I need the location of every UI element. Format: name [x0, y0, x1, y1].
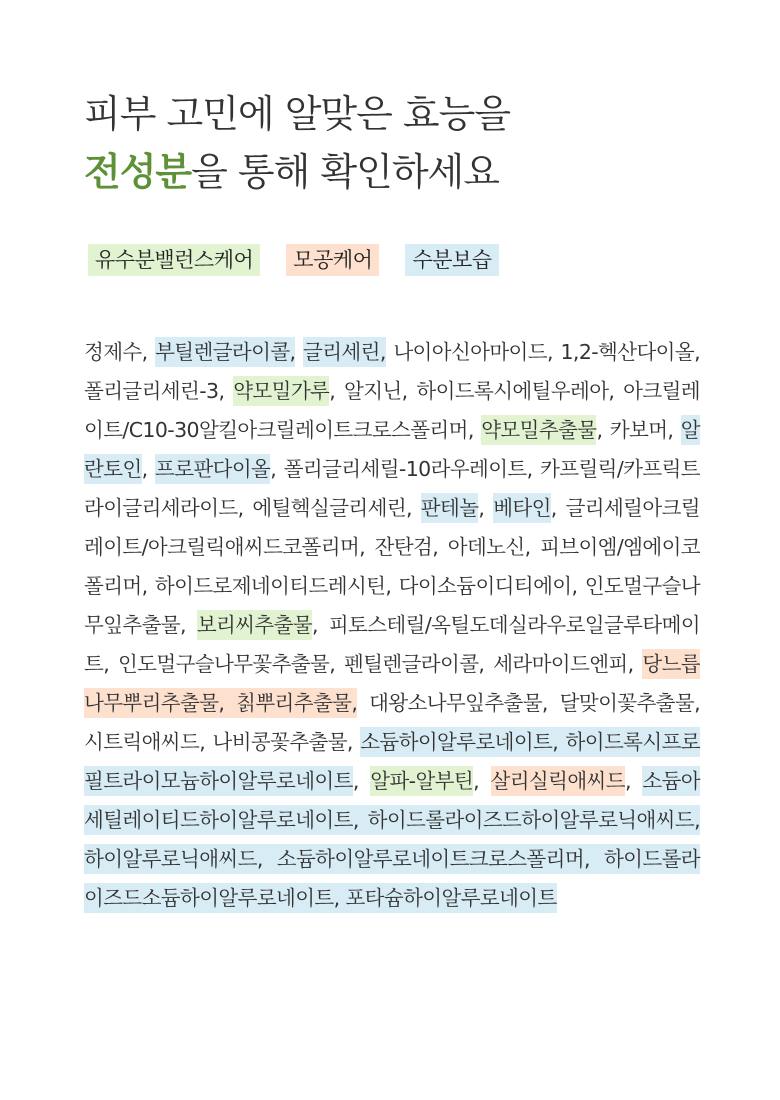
ingredient-text: , 글리세릴아크릴레이트/아크릴릭애씨드코폴리머, 잔탄검, 아데노신, 피브이엠/엠에이코폴리머, 하이드로제네이티드레시틴, 다이소듐이디티에이, 인도멀구슬나무잎추출물, [84, 495, 700, 637]
ingredient-text: , [473, 768, 491, 793]
ingredient-highlight-blue: 부틸렌글라이콜, [155, 337, 295, 367]
legend-chip-hydration-balance: 유수분밸런스케어 [88, 244, 260, 276]
ingredient-highlight-green: 약모밀가루 [233, 376, 329, 406]
ingredient-highlight-blue: 소듐하이알루로네이트, 하이드록시프로필트라이모늄하이알루로네이트 [84, 727, 700, 796]
headline-line-2-rest: 을 통해 확인하세요 [191, 150, 499, 194]
ingredient-text: , [352, 768, 371, 793]
ingredient-highlight-blue: 알란토인 [84, 415, 700, 484]
ingredient-text: , 알지닌, 하이드록시에틸우레아, 아크릴레이트/C10-30알킬아크릴레이트크로스폴리머, [84, 378, 700, 442]
ingredient-text: 나이아신아마이드, 1,2-헥산다이올, 폴리글리세린-3, [84, 339, 700, 403]
ingredient-text: 정제수, [84, 339, 156, 364]
headline [84, 88, 510, 198]
headline-accent: 전성분 [84, 150, 192, 194]
ingredient-list [84, 333, 700, 918]
ingredient-highlight-blue: 베타인 [493, 493, 551, 523]
ingredient-highlight-blue: 판테놀 [421, 493, 479, 523]
ingredient-text: , 카보머, [596, 417, 681, 442]
ingredient-text: , 피토스테릴/옥틸도데실라우로일글루타메이트, 인도멀구슬나무꽃추출물, 펜틸렌글라이콜, 세라마이드엔피, [84, 612, 700, 676]
ingredient-text: , [141, 456, 156, 481]
ingredient-highlight-orange: 살리실릭애씨드 [491, 766, 625, 796]
ingredient-highlight-green: 약모밀추출물 [481, 415, 596, 445]
headline-line-2 [84, 146, 510, 198]
ingredient-text [295, 340, 303, 364]
category-legend [88, 244, 499, 276]
legend-chip-pore-care: 모공케어 [286, 244, 379, 276]
headline-line-1: 피부 고민에 알맞은 효능을 [84, 92, 511, 136]
ingredient-text: 대왕소나무잎추출물, 달맞이꽃추출물, 시트릭애씨드, 나비콩꽃추출물, [84, 690, 701, 754]
ingredient-highlight-blue: 글리세린, [303, 337, 386, 367]
ingredient-highlight-orange: 당느릅나무뿌리추출물, 칡뿌리추출물, [84, 649, 700, 718]
ingredient-highlight-green: 보리씨추출물 [197, 610, 312, 640]
ingredient-highlight-green: 알파-알부틴 [370, 766, 473, 796]
ingredient-highlight-blue: 소듐아세틸레이티드하이알루로네이트, 하이드롤라이즈드하이알루로닉애씨드, 하이알루로닉애씨드, 소듐하이알루로네이트크로스폴리머, 하이드롤라이즈드소듐하이알루로네이트, 포타슘하이알루로네이트 [84, 766, 700, 913]
ingredient-text: , [624, 768, 643, 793]
legend-chip-moisture: 수분보습 [405, 244, 498, 276]
ingredient-highlight-blue: 프로판다이올 [155, 454, 270, 484]
ingredient-text: , 폴리글리세릴-10라우레이트, 카프릴릭/카프릭트라이글리세라이드, 에틸헥실글리세린, [84, 456, 700, 520]
ingredient-text: , [478, 495, 494, 520]
